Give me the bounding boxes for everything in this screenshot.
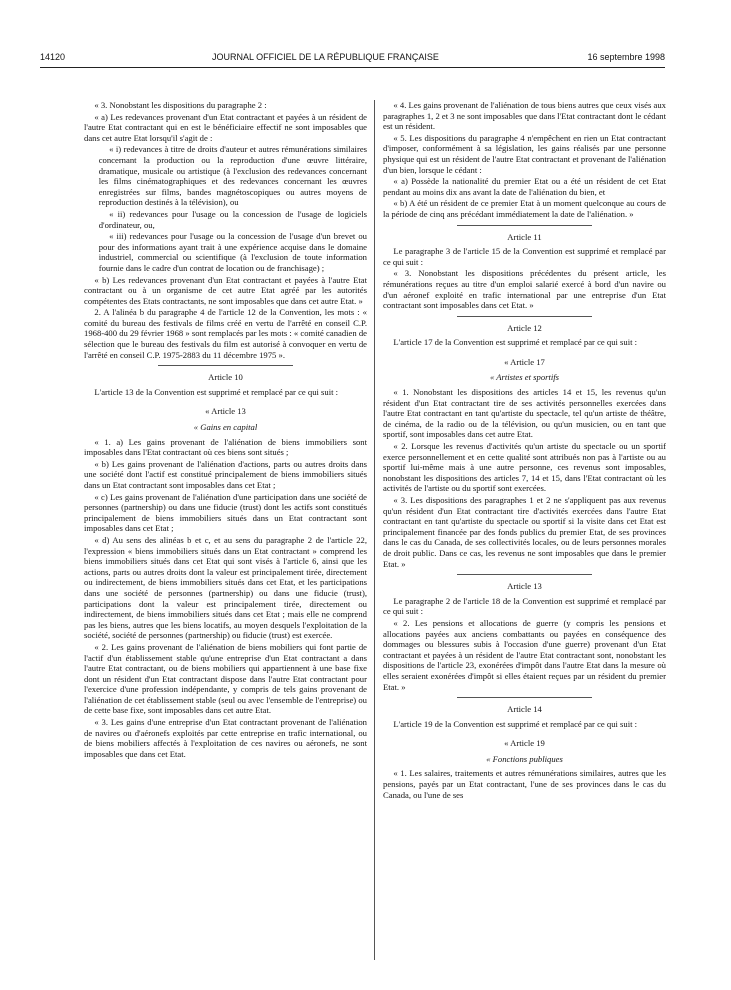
paragraph: « 3. Les gains d'une entreprise d'un Etat contractant provenant de l'aliénation de navires ou d'aéronefs exploités par cette entreprise en trafic international, ou de biens mobiliers affectés à l'exploitation de ces navires ou aéronefs, ne sont imposables que dans cet Etat. [84,717,367,759]
paragraph: « 3. Nonobstant les dispositions du paragraphe 2 : [94,100,267,110]
page-number: 14120 [40,52,66,62]
paragraph: « a) Possède la nationalité du premier Etat ou a été un résident de cet Etat pendant au moins dix ans avant la date de l'aliénation du bien, et [383,176,666,197]
paragraph: Le paragraphe 2 de l'article 18 de la Convention est supprimé et remplacé par ce qui suit : [383,595,666,617]
article-heading: Article 13 [507,581,542,592]
publication-date: 16 septembre 1998 [587,52,665,62]
paragraph: « c) Les gains provenant de l'aliénation d'une participation dans une société de personnes (partnership) ou dans une fiducie (trust) dont les actifs sont constitués principalement de biens immobiliers situés dans un Etat contractant sont imposables dans cet Etat ; [84,491,367,534]
article-title: « Article 19 [504,738,545,749]
paragraph: « 1. a) Les gains provenant de l'aliénation de biens immobiliers sont imposables dans l'Etat contractant où ces biens sont situés ; [84,436,367,458]
article-title: « Article 13 [205,406,246,417]
section-divider [457,225,593,226]
paragraph: « 3. Nonobstant les dispositions précédentes du présent article, les rémunérations reçues au titre d'un emploi salarié exercé à bord d'un navire ou d'un aéronef exploité en trafic international par une entreprise d'un Etat contractant sont imposables dans cet Etat. » [383,268,666,311]
section-divider [457,316,593,317]
paragraph: « ii) redevances pour l'usage ou la concession de l'usage de logiciels d'ordinateur, ou, [98,208,367,230]
paragraph: « i) redevances à titre de droits d'auteur et autres rémunérations similaires concernant la production ou la reproduction d'une œuvre littéraire, dramatique, musicale ou artistique (à l'exclusion des redevances concernant les films cinématographiques et des redevances concernant les œuvres enregistrées sur films, bandes magnétoscopiques ou autres moyens de reproduction destinés à la télévision), ou [98,144,367,208]
section-divider [158,365,294,366]
article-subtitle: « Artistes et sportifs [489,372,560,383]
article-heading: Article 11 [507,231,542,242]
paragraph: L'article 17 de la Convention est supprimé et remplacé par ce qui suit : [393,337,638,348]
left-column [84,100,367,970]
paragraph: « b) Les redevances provenant d'un Etat contractant et payées à l'autre Etat contractant ou à un organisme de cet autre Etat agréé par les autorités compétentes des Etats contractants, ne sont imposables que dans cet autre Etat. » [84,274,367,306]
header-rule [40,67,665,68]
paragraph: « 5. Les dispositions du paragraphe 4 n'empêchent en rien un Etat contractant d'imposer, conformément à sa législation, les gains réalisés par une personne physique qui est un résident de l'autre Etat contractant et provenant de l'aliénation d'un bien, lorsque le cédant : [383,132,666,175]
paragraph: « iii) redevances pour l'usage ou la concession de l'usage d'un brevet ou pour des informations ayant trait à une expérience acquise dans le domaine industriel, commercial ou scientifique (à l'exclusion de toute information fournie dans le cadre d'un contrat de location ou de franchisage) ; [98,231,367,273]
paragraph: « 3. Les dispositions des paragraphes 1 et 2 ne s'appliquent pas aux revenus qu'un résident d'un Etat contractant tire d'activités exercées dans l'autre Etat contractant en tant qu'artiste du spectacle ou sportif si la visite dans cet Etat est principalement financée par des fonds publics du premier Etat, de ses provinces dans le cas du Canada, de ses collectivités locales, ou de leurs personnes morales de droit public. Dans ce cas, les revenus ne sont imposables que dans le premier Etat. » [383,495,666,569]
section-divider [457,697,593,698]
article-heading: Article 12 [507,322,542,333]
paragraph: « b) Les gains provenant de l'aliénation d'actions, parts ou autres droits dans une société dont l'actif est constitué principalement de biens immobiliers situés dans un Etat contractant sont imposables dans cet Etat ; [84,458,367,490]
paragraph: « a) Les redevances provenant d'un Etat contractant et payées à un résident de l'autre Etat contractant qui en est le bénéficiaire effectif ne sont imposables que dans cet autre Etat lorsqu'il s'agit de : [84,111,367,143]
right-column [383,100,666,970]
section-divider [457,574,593,575]
paragraph: Le paragraphe 3 de l'article 15 de la Convention est supprimé et remplacé par ce qui suit : [383,246,666,267]
paragraph: « 2. Lorsque les revenus d'activités qu'un artiste du spectacle ou un sportif exerce personnellement et en cette qualité sont attribués non pas à l'artiste ou au sportif lui-même mais à une autre personne, ces revenus sont imposables, nonobstant les dispositions des articles 7, 14 et 15, dans l'Etat contractant où les activités de l'artiste ou du sportif sont exercées. [383,441,666,494]
article-title: « Article 17 [504,356,545,367]
article-heading: Article 10 [208,372,243,383]
paragraph: « b) A été un résident de ce premier Etat à un moment quelconque au cours de la période de cinq ans précédant immédiatement la date de l'aliénation. » [383,198,666,219]
journal-title: JOURNAL OFFICIEL DE LA RÉPUBLIQUE FRANÇAISE [212,52,439,62]
paragraph: « 2. Les pensions et allocations de guerre (y compris les pensions et allocations payées aux anciens combattants ou payées en conséquence des dommages ou blessures subis à l'occasion d'une guerre) provenant d'un Etat contractant et payées à un résident de l'autre Etat contractant sont, nonobstant les dispositions de l'article 23, exonérées d'impôt dans l'autre Etat dans la mesure où elles seraient exonérées d'impôt si elles étaient reçues par un résident du premier Etat. » [383,617,666,692]
paragraph: « d) Au sens des alinéas b et c, et au sens du paragraphe 2 de l'article 22, l'expression « biens immobiliers situés dans un Etat contractant » comprend les biens immobiliers situés dans cet Etat qui sont visés à l'article 6, ainsi que les actions, parts ou autres droits dont la valeur est principalement tirée, directement ou indirectement, de biens immobiliers situés dans cet Etat, et les participations dans une société de personnes (partnership) ou dans une fiducie (trust), participations dont la valeur est principalement tirée, directement ou indirectement, de biens immobiliers situés dans cet Etat ; mais elle ne comprend pas les biens, autres que les biens locatifs, au moyen desquels l'exploitation de la société, société de personnes (partnership) ou fiducie (trust) est exercée. [84,534,367,641]
paragraph: L'article 13 de la Convention est supprimé et remplacé par ce qui suit : [94,386,339,397]
paragraph: L'article 19 de la Convention est supprimé et remplacé par ce qui suit : [393,718,638,729]
article-subtitle: « Gains en capital [193,422,258,433]
paragraph: « 1. Les salaires, traitements et autres rémunérations similaires, autres que les pensions, payés par un Etat contractant, l'une de ses provinces dans le cas du Canada, ou l'une de ses [383,768,666,800]
paragraph: « 4. Les gains provenant de l'aliénation de tous biens autres que ceux visés aux paragraphes 1, 2 et 3 ne sont imposables que dans l'Etat contractant dont le cédant est un résident. [383,100,666,132]
paragraph: « 2. Les gains provenant de l'aliénation de biens mobiliers qui font partie de l'actif d'un établissement stable qu'une entreprise d'un Etat contractant a dans l'autre Etat contractant, ou de biens mobiliers qui appartiennent à une base fixe dont un résident d'un Etat contractant dispose dans l'autre Etat contractant pour l'exercice d'une profession indépendante, y compris de tels gains provenant de l'aliénation de cet établissement stable (seul ou avec l'ensemble de l'entreprise) ou de cette base fixe, sont imposables dans cet autre Etat. [84,641,367,716]
paragraph: 2. A l'alinéa b du paragraphe 4 de l'article 12 de la Convention, les mots : « comité du bureau des festivals de films créé en vertu de l'arrêté en conseil C.P. 1968-400 du 29 février 1968 » sont remplacés par les mots : « comité canadien de sélection que le bureau des festivals du film est autorisé à convoquer en vertu de l'arrêté en conseil C.P. 1975-2883 du 11 décembre 1975 ». [84,307,367,360]
paragraph: « 1. Nonobstant les dispositions des articles 14 et 15, les revenus qu'un résident d'un Etat contractant tire de ses activités personnelles exercées dans l'autre Etat contractant en tant qu'artiste du spectacle, tel qu'un artiste de théâtre, de cinéma, de la radio ou de la télévision, ou qu'un musicien, ou en tant que sportif, sont imposables dans cet autre Etat. [383,387,666,440]
article-heading: Article 14 [507,704,542,715]
column-separator [374,100,375,960]
page-header [40,52,665,66]
article-subtitle: « Fonctions publiques [486,753,563,764]
